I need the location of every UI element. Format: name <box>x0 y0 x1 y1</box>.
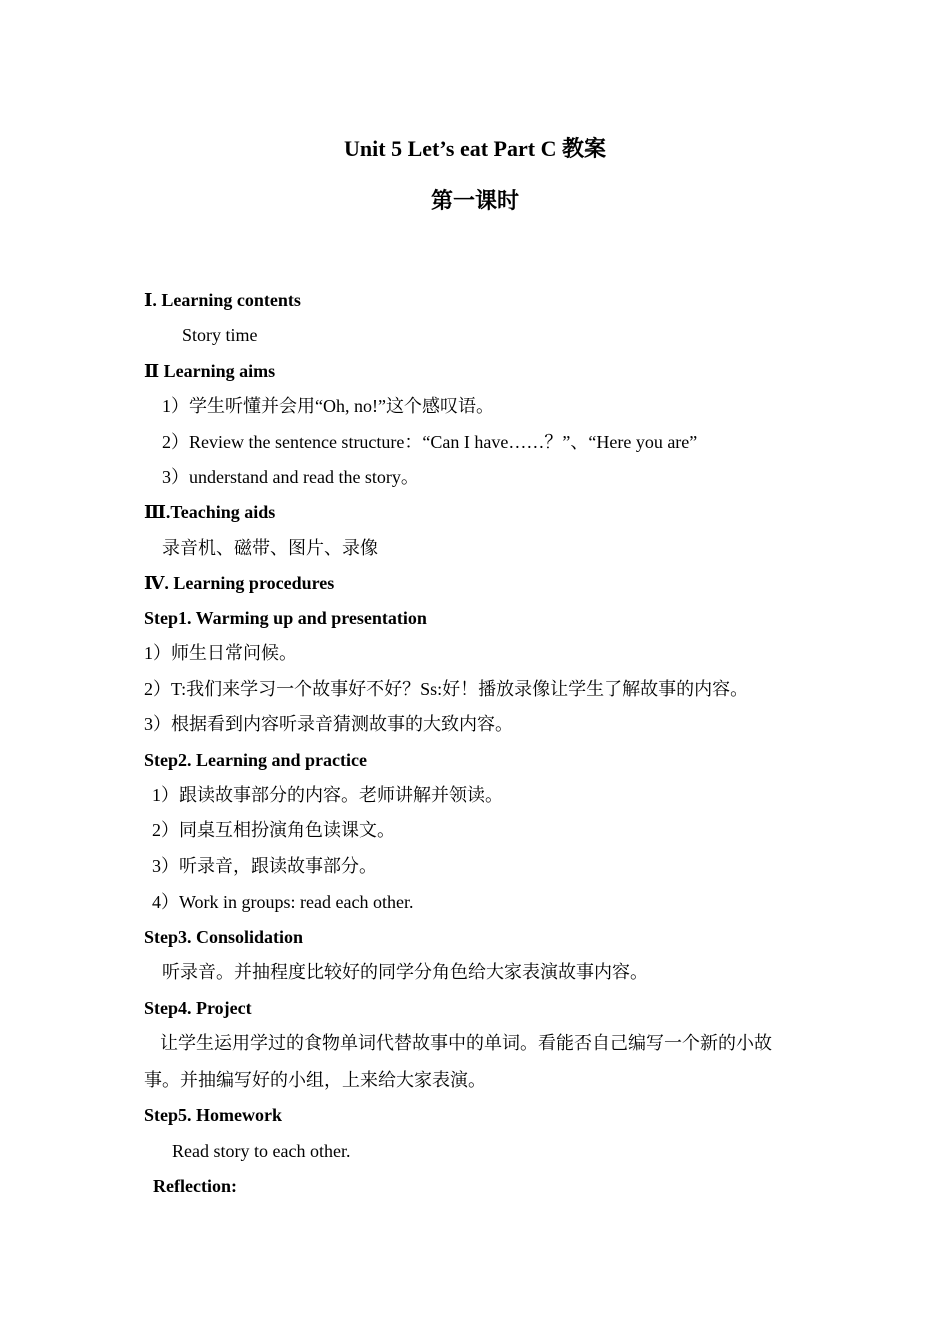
section-heading-aids: Ⅲ.Teaching aids <box>144 502 276 522</box>
step2-item: 3）听录音，跟读故事部分。 <box>152 856 377 876</box>
step5-text: Read story to each other. <box>172 1141 351 1161</box>
reflection-heading: Reflection: <box>153 1176 237 1196</box>
step1-heading: Step1. Warming up and presentation <box>144 608 427 628</box>
section-heading-aims: Ⅱ Learning aims <box>144 361 276 381</box>
step1-item: 3）根据看到内容听录音猜测故事的大致内容。 <box>144 714 513 734</box>
step4-text-line1: 让学生运用学过的食物单词代替故事中的单词。看能否自己编写一个新的小故 <box>160 1033 772 1053</box>
step2-heading: Step2. Learning and practice <box>144 750 367 770</box>
section-heading-contents: Ⅰ. Learning contents <box>144 290 301 310</box>
step1-item: 1）师生日常问候。 <box>144 643 297 663</box>
aim-item: 3）understand and read the story。 <box>162 467 419 487</box>
contents-text: Story time <box>182 325 258 345</box>
document-subtitle: 第一课时 <box>430 188 519 213</box>
step2-item: 1）跟读故事部分的内容。老师讲解并领读。 <box>152 785 503 805</box>
step3-text: 听录音。并抽程度比较好的同学分角色给大家表演故事内容。 <box>162 962 648 982</box>
step5-heading: Step5. Homework <box>144 1105 282 1125</box>
document-title: Unit 5 Let’s eat Part C 教案 <box>344 136 606 161</box>
aim-item: 2）Review the sentence structure：“Can I have……？”、“Here you are” <box>162 432 698 452</box>
aids-text: 录音机、磁带、图片、录像 <box>162 538 378 558</box>
step2-item: 2）同桌互相扮演角色读课文。 <box>152 820 395 840</box>
aim-item: 1）学生听懂并会用“Oh, no!”这个感叹语。 <box>162 396 494 416</box>
step2-item: 4）Work in groups: read each other. <box>152 892 414 912</box>
step4-text-line2: 事。并抽编写好的小组，上来给大家表演。 <box>144 1070 486 1090</box>
step3-heading: Step3. Consolidation <box>144 927 304 947</box>
step1-item: 2）T:我们来学习一个故事好不好？Ss:好！播放录像让学生了解故事的内容。 <box>144 679 749 699</box>
step4-heading: Step4. Project <box>144 998 252 1018</box>
section-heading-procedures: Ⅳ. Learning procedures <box>144 573 335 593</box>
